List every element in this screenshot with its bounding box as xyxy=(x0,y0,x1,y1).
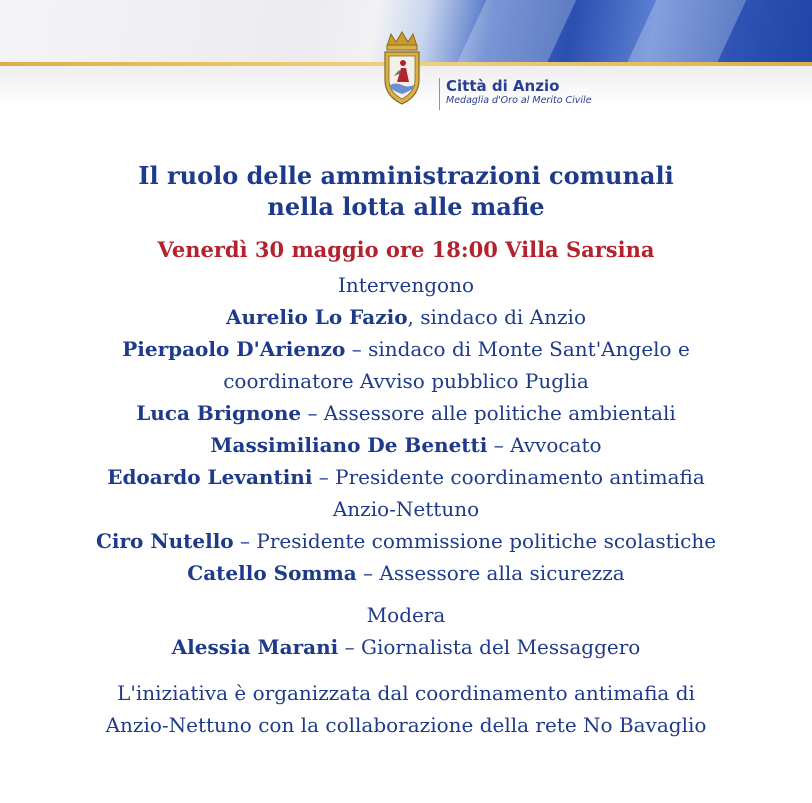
brand-block xyxy=(439,78,592,110)
moderator-line xyxy=(0,631,812,663)
organizer-note xyxy=(0,677,812,741)
event-date-place: Venerdì 30 maggio ore 18:00 Villa Sarsina xyxy=(157,237,655,262)
speakers-label: Intervengono xyxy=(338,273,474,297)
event-title-line-2: nella lotta alle mafie xyxy=(267,192,545,221)
moderator-role: – Giornalista del Messaggero xyxy=(338,635,641,659)
speaker-role: – Presidente commissione politiche scolastiche xyxy=(233,529,717,553)
speaker-role: – sindaco di Monte Sant'Angelo e xyxy=(345,337,690,361)
speaker-role-continuation: coordinatore Avviso pubblico Puglia xyxy=(223,369,589,393)
speaker-line xyxy=(0,397,812,429)
speaker-line xyxy=(0,429,812,461)
speaker-line xyxy=(0,333,812,365)
speaker-name: Massimiliano De Benetti xyxy=(210,433,488,457)
event-title-line-1: Il ruolo delle amministrazioni comunali xyxy=(138,161,674,190)
moderator-label: Modera xyxy=(366,603,446,627)
speaker-role: – Avvocato xyxy=(487,433,602,457)
speaker-name: Luca Brignone xyxy=(136,401,302,425)
speaker-role: – Presidente coordinamento antimafia xyxy=(312,465,705,489)
organizer-note-line-2: Anzio-Nettuno con la collaborazione della rete No Bavaglio xyxy=(105,713,707,737)
flag-fold xyxy=(444,0,585,64)
city-crest-icon xyxy=(379,30,425,110)
moderator-name: Alessia Marani xyxy=(171,635,339,659)
speaker-name: Aurelio Lo Fazio xyxy=(226,305,408,329)
speaker-line xyxy=(0,301,812,333)
speaker-role: – Assessore alle politiche ambientali xyxy=(301,401,676,425)
speaker-name: Pierpaolo D'Arienzo xyxy=(122,337,346,361)
speaker-name: Ciro Nutello xyxy=(95,529,234,553)
speaker-role: – Assessore alla sicurezza xyxy=(356,561,625,585)
speaker-line xyxy=(0,557,812,589)
speaker-name: Edoardo Levantini xyxy=(107,465,313,489)
event-content xyxy=(0,160,812,741)
speaker-name: Catello Somma xyxy=(187,561,357,585)
speaker-line xyxy=(0,461,812,493)
brand-name: Città di Anzio xyxy=(446,77,560,95)
brand-subtitle: Medaglia d'Oro al Merito Civile xyxy=(446,95,592,106)
speaker-role-continuation: Anzio-Nettuno xyxy=(332,497,480,521)
speaker-role: , sindaco di Anzio xyxy=(407,305,586,329)
organizer-note-line-1: L'iniziativa è organizzata dal coordinamento antimafia di xyxy=(117,681,695,705)
flag-fold xyxy=(614,0,755,64)
speaker-line xyxy=(0,525,812,557)
